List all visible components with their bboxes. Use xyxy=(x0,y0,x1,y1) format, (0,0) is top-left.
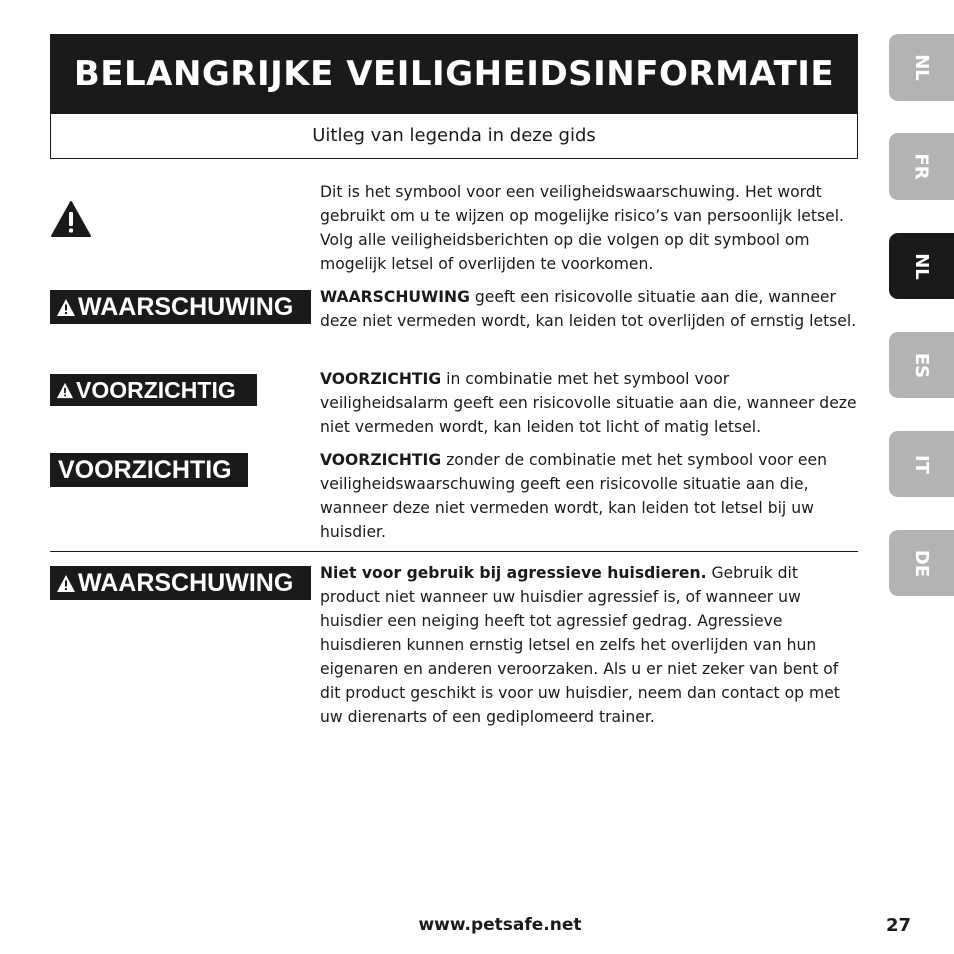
warning-triangle-icon xyxy=(56,574,76,593)
warning-signal-word-text: WAARSCHUWING xyxy=(78,292,294,321)
aggressive-pets-warning-body: Gebruik dit product niet wanneer uw huisdier agressief is, of wanneer uw huisdier een neiging heeft tot agressief gedrag. Agressieve huisdieren kunnen ernstig letsel en zelfs het overlijden van hun eigenaren en anderen veroorzaken. Als u er niet zeker van bent of dit product geschikt is voor uw huisdier, neem dan contact op met uw dierenarts of een gediplomeerd trainer. xyxy=(320,564,840,726)
caution-signal-word xyxy=(50,374,257,406)
tab-it[interactable] xyxy=(889,431,954,497)
caution-description-bold: VOORZICHTIG xyxy=(320,370,442,388)
tab-fr-label: FR xyxy=(911,153,932,180)
warning-triangle-icon xyxy=(56,382,74,399)
tab-es-label: ES xyxy=(910,352,932,378)
tab-es[interactable] xyxy=(889,332,954,398)
warning-description-text: geeft een risicovolle situatie aan die, wanneer deze niet vermeden wordt, kan leiden tot overlijden of ernstig letsel. xyxy=(320,288,857,330)
page-title-text: BELANGRIJKE VEILIGHEIDSINFORMATIE xyxy=(73,54,835,94)
warning-triangle-icon xyxy=(56,298,76,317)
warning-description-bold: WAARSCHUWING xyxy=(320,288,470,306)
legend-subtitle-text: Uitleg van legenda in deze gids xyxy=(312,125,596,146)
warning-triangle-icon xyxy=(50,200,92,238)
page-number: 27 xyxy=(886,915,912,936)
tab-nl-1[interactable] xyxy=(889,34,954,101)
tab-fr[interactable] xyxy=(889,133,954,200)
caution-signal-word-text: VOORZICHTIG xyxy=(76,376,236,403)
aggressive-pets-warning-text xyxy=(320,561,860,729)
warning-description xyxy=(320,285,860,333)
footer-website: www.petsafe.net xyxy=(418,915,582,935)
caution-description xyxy=(320,367,860,439)
alert-symbol-description: Dit is het symbool voor een veiligheidswaarschuwing. Het wordt gebruikt om u te wijzen op mogelijke risico’s van persoonlijk letsel. Volg alle veiligheidsberichten op die volgen op dit symbool om mogelijk letsel of overlijden te voorkomen. xyxy=(320,183,844,273)
aggressive-pets-warning-bold: Niet voor gebruik bij agressieve huisdieren. xyxy=(320,564,707,582)
warning-signal-word xyxy=(50,290,311,324)
caution-no-symbol-desc-text: zonder de combinatie met het symbool voor een veiligheidswaarschuwing geeft een risicovolle situatie aan die, wanneer deze niet vermeden wordt, kan leiden tot letsel bij uw huisdier. xyxy=(320,451,827,541)
tab-nl-active-label: NL xyxy=(910,252,932,280)
aggressive-pets-warning-label: WAARSCHUWING xyxy=(78,568,294,597)
tab-de-label: DE xyxy=(911,549,932,577)
tab-nl-1-label: NL xyxy=(910,54,932,81)
legend-subtitle xyxy=(50,113,858,159)
caution-no-symbol-signal-word xyxy=(50,453,248,487)
aggressive-pets-warning-signal xyxy=(50,566,311,600)
section-divider xyxy=(50,551,858,552)
tab-de[interactable] xyxy=(889,530,954,596)
caution-description-text: in combinatie met het symbool voor veiligheidsalarm geeft een risicovolle situatie aan die, wanneer deze niet vermeden wordt, kan leiden tot licht of matig letsel. xyxy=(320,370,857,436)
page-title xyxy=(50,34,858,114)
tab-it-label: IT xyxy=(910,454,932,474)
tab-nl-active[interactable] xyxy=(889,233,954,299)
caution-no-symbol-text: VOORZICHTIG xyxy=(58,455,232,484)
caution-no-symbol-bold: VOORZICHTIG xyxy=(320,451,442,469)
caution-no-symbol-description xyxy=(320,448,860,544)
